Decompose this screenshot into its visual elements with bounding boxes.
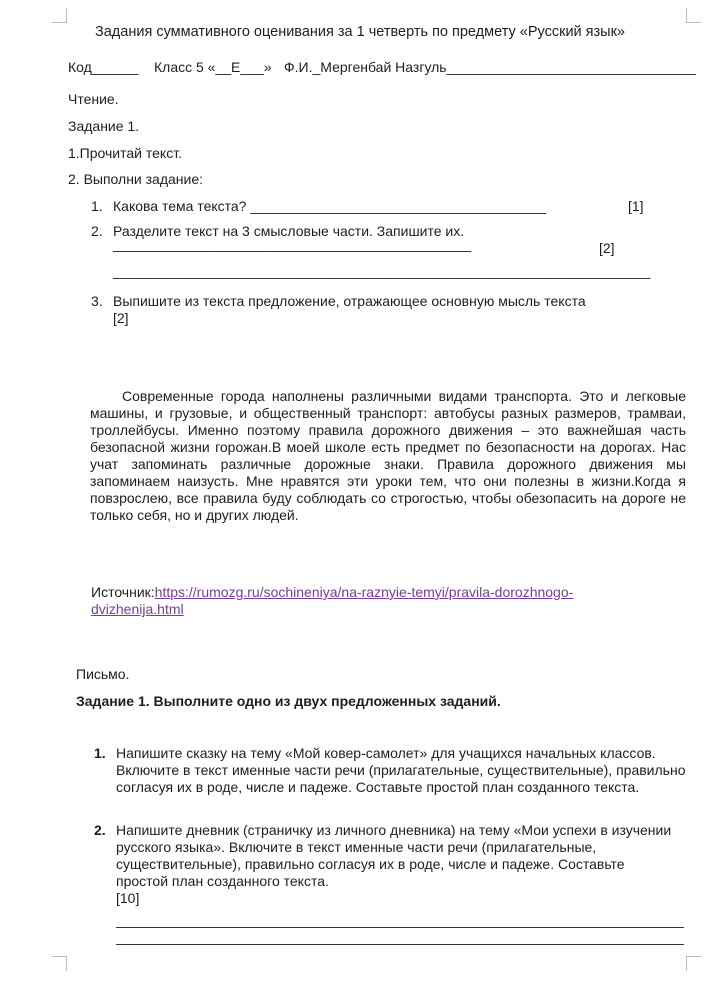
reading-step-2: 2. Выполни задание:: [68, 171, 204, 187]
writing-task-title: Задание 1. Выполните одно из двух предложенных заданий.: [76, 693, 501, 709]
student-code: Код______: [68, 59, 139, 75]
page-corner-mark: [52, 8, 67, 23]
answer-line: _____________________________________________________________________: [113, 263, 651, 279]
source-link-continuation[interactable]: dvizhenija.html: [91, 601, 184, 617]
writing-item-text: Напишите дневник (страничку из личного дневника) на тему «Мои успехи в изучении русского языка». Включите в текст именные части речи (прилагательные, существительные), правильно согласуя их в роде, числе и падеже. Составьте простой план созданного текста.: [116, 822, 672, 889]
source-label: Источник:: [91, 584, 155, 600]
question-score: [1]: [628, 198, 644, 214]
writing-item-text: Напишите сказку на тему «Мой ковер-самолет» для учащихся начальных классов. Включите в текст именные части речи (прилагательные, существительные), правильно согласуя их в роде, числе и падеже. Составьте простой план созданного текста.: [116, 745, 686, 795]
reading-heading: Чтение.: [68, 91, 119, 107]
question-text: Разделите текст на 3 смысловые части. Запишите их.: [113, 223, 465, 239]
answer-line: [116, 927, 684, 928]
writing-heading: Письмо.: [76, 666, 130, 682]
answer-line: ______________________________________________: [113, 236, 472, 252]
question-number: 3.: [91, 293, 103, 309]
page-corner-mark: [686, 8, 701, 23]
reading-task-title: Задание 1.: [68, 118, 140, 134]
question-score: [2]: [599, 240, 615, 256]
writing-item-score: [10]: [116, 890, 140, 906]
question-score: [2]: [113, 310, 129, 326]
page-corner-mark: [52, 956, 67, 971]
source-line: [91, 584, 573, 600]
student-class: Класс 5 «__Е___»: [154, 59, 272, 75]
question-text: Выпишите из текста предложение, отражающее основную мысль текста: [113, 293, 586, 309]
writing-item-number: 1.: [94, 745, 106, 761]
writing-item-number: 2.: [94, 822, 106, 838]
page-corner-mark: [686, 956, 701, 971]
question-number: 1.: [91, 198, 103, 214]
student-name: Ф.И._Мергенбай Назгуль________________________________: [284, 59, 696, 75]
source-link[interactable]: https://rumozg.ru/sochineniya/na-raznyie-temyi/pravila-dorozhnogo-: [154, 584, 574, 600]
page-title: Задания суммативного оценивания за 1 четверть по предмету «Русский язык»: [94, 24, 625, 40]
reading-step-1: 1.Прочитай текст.: [68, 145, 182, 161]
question-number: 2.: [91, 223, 103, 239]
reading-passage: Современные города наполнены различными видами транспорта. Это и легковые машины, и грузовые, и общественный транспорт: автобусы разных размеров, трамваи, троллейбусы. Именно поэтому правила дорожного движения – это важнейшая часть безопасной жизни горожан.В моей школе есть предмет по безопасности на дорогах. Нас учат запоминать различные дорожные знаки. Правила дорожного движения мы запоминаем наизусть. Мне нравятся эти уроки тем, что они полезны в жизни.Когда я повзрослею, все правила буду соблюдать со строгостью, чтобы обезопасить на дороге не только себя, но и других людей.: [90, 388, 686, 523]
answer-line: [116, 944, 684, 945]
question-text: Какова тема текста? ______________________________________: [113, 198, 547, 214]
